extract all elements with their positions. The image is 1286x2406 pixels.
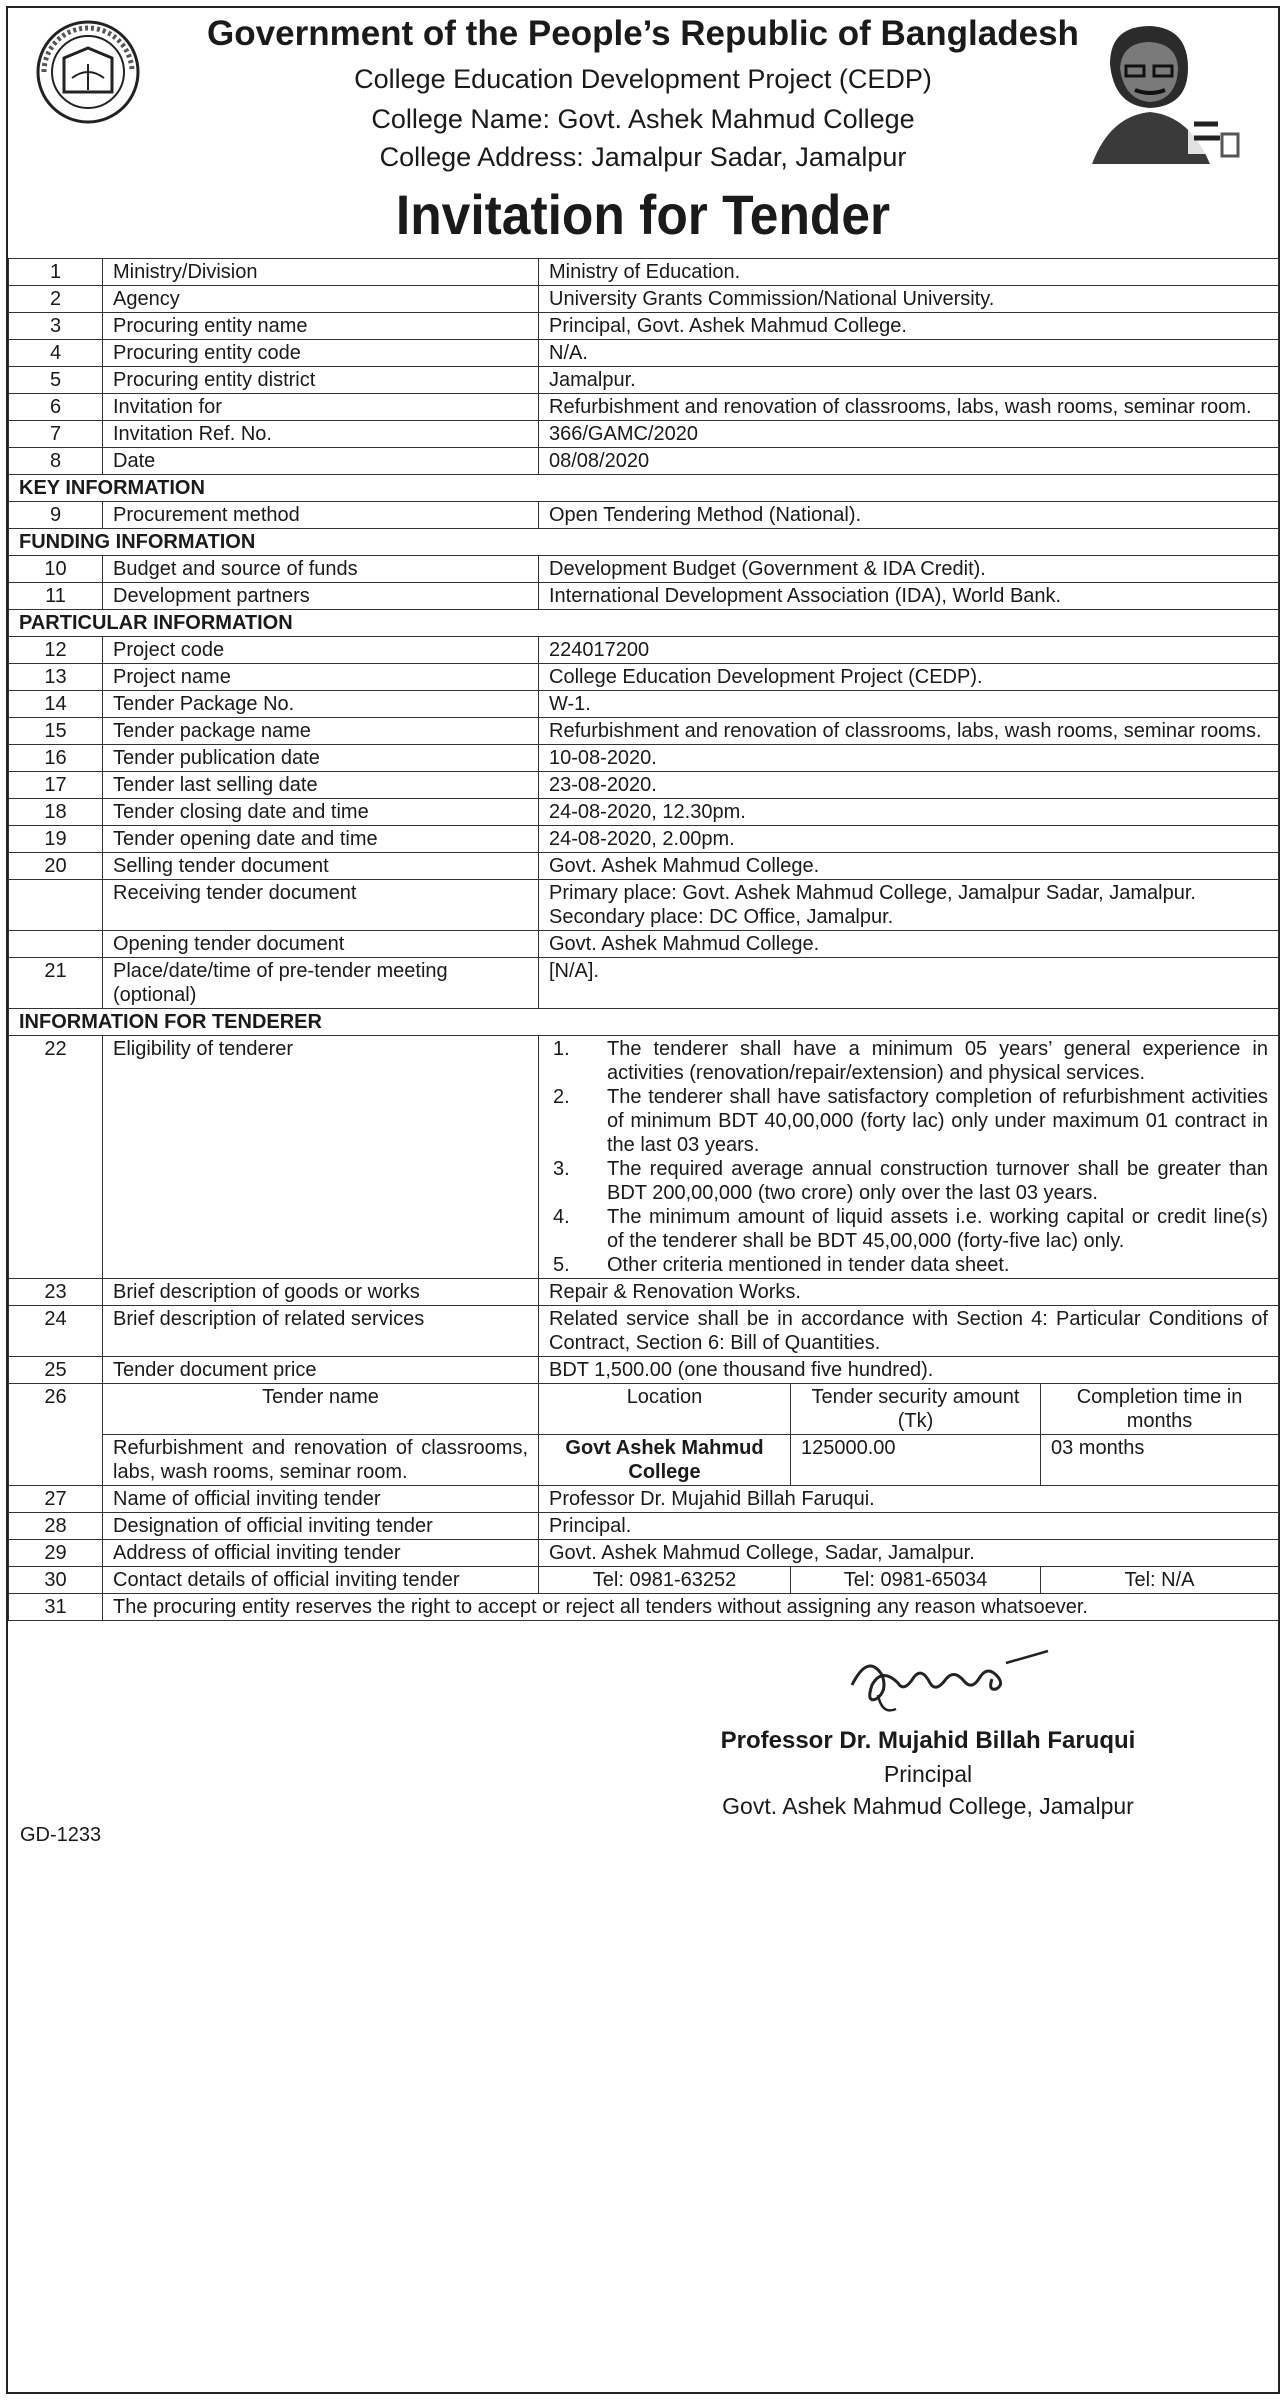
eligibility-criteria	[539, 1036, 1279, 1279]
row-value	[539, 394, 1279, 421]
gd-code: GD-1233	[20, 1824, 102, 1846]
row-label: Development partners	[103, 583, 539, 610]
row-label: Receiving tender document	[103, 880, 539, 931]
row-number	[9, 931, 103, 958]
row-value	[539, 772, 1279, 799]
row-label: Selling tender document	[103, 853, 539, 880]
project-line: College Education Development Project (CEDP)	[354, 64, 932, 94]
row-value	[539, 502, 1279, 529]
section-header-row	[9, 610, 1279, 637]
signatory-name: Professor Dr. Mujahid Billah Faruqui	[720, 1727, 1136, 1754]
row-label: Tender closing date and time	[103, 799, 539, 826]
signatory-designation: Principal	[883, 1761, 973, 1787]
row-value	[539, 958, 1279, 1009]
list-item-number: 4.	[553, 1206, 570, 1228]
row-value	[539, 1306, 1279, 1357]
row-number: 15	[9, 718, 103, 745]
row-number: 10	[9, 556, 103, 583]
row-value-text: Primary place: Govt. Ashek Mahmud College, Jamalpur Sadar, Jamalpur.	[549, 882, 1196, 904]
row-number: 11	[9, 583, 103, 610]
row-label: Tender document price	[103, 1357, 539, 1384]
table-row	[9, 1594, 1279, 1621]
contact-tel-3: Tel: N/A	[1041, 1567, 1279, 1594]
row-value	[539, 664, 1279, 691]
table-row	[9, 340, 1279, 367]
row-label: Brief description of goods or works	[103, 1279, 539, 1306]
table-row	[9, 853, 1279, 880]
signature-block	[8, 1621, 1278, 1851]
row-value	[539, 853, 1279, 880]
contact-tel-1: Tel: 0981-63252	[539, 1567, 791, 1594]
row-value	[539, 799, 1279, 826]
row-number: 27	[9, 1486, 103, 1513]
row-value-text: Professor Dr. Mujahid Billah Faruqui.	[549, 1488, 875, 1510]
list-item-number: 1.	[553, 1038, 570, 1060]
section-header-row	[9, 529, 1279, 556]
row-value	[539, 421, 1279, 448]
table-row	[9, 880, 1279, 931]
list-item-text: The required average annual construction turnover shall be greater than BDT 200,00,000 (two crore) only over the last 03 years.	[607, 1158, 1268, 1204]
list-item	[549, 1157, 1268, 1205]
row-number: 30	[9, 1567, 103, 1594]
row-number: 7	[9, 421, 103, 448]
row-value-text: 24-08-2020, 2.00pm.	[549, 828, 735, 850]
row-value	[539, 1486, 1279, 1513]
row-value	[539, 1540, 1279, 1567]
row-number: 2	[9, 286, 103, 313]
table-row	[9, 1540, 1279, 1567]
table-row	[9, 367, 1279, 394]
row-value-text: Govt. Ashek Mahmud College.	[549, 855, 820, 877]
row-value-text: 24-08-2020, 12.30pm.	[549, 801, 746, 823]
row-label: Tender last selling date	[103, 772, 539, 799]
table-row	[9, 394, 1279, 421]
row-number: 25	[9, 1357, 103, 1384]
row-value-text: BDT 1,500.00 (one thousand five hundred).	[549, 1359, 934, 1381]
location-header: Location	[539, 1384, 791, 1435]
row-number: 6	[9, 394, 103, 421]
row-value-text: Govt. Ashek Mahmud College, Sadar, Jamalpur.	[549, 1542, 975, 1564]
row-value-text: Principal.	[549, 1515, 632, 1537]
row-label: Tender package name	[103, 718, 539, 745]
table-row	[9, 1486, 1279, 1513]
list-item-number: 5.	[553, 1254, 570, 1276]
list-item	[549, 1037, 1268, 1085]
row-value-text: 10-08-2020.	[549, 747, 657, 769]
row-value-text: Jamalpur.	[549, 369, 636, 391]
row-value-text: Related service shall be in accordance with Section 4: Particular Conditions of Contract, Section 6: Bill of Quantities.	[549, 1308, 1268, 1354]
row-value	[539, 286, 1279, 313]
college-name: College Name: Govt. Ashek Mahmud College	[371, 104, 915, 134]
row-number: 20	[9, 853, 103, 880]
row-value	[539, 1513, 1279, 1540]
completion-cell: 03 months	[1041, 1435, 1279, 1486]
row-value	[539, 880, 1279, 931]
row-value	[539, 583, 1279, 610]
government-title: Government of the People’s Republic of Bangladesh	[207, 14, 1079, 53]
row-label: Project name	[103, 664, 539, 691]
row-value-text: Govt. Ashek Mahmud College.	[549, 933, 820, 955]
handwritten-signature-icon	[838, 1633, 1058, 1723]
section-title: KEY INFORMATION	[9, 475, 1279, 502]
security-header: Tender security amount (Tk)	[791, 1384, 1041, 1435]
tender-info-table	[8, 258, 1279, 1621]
row-label: Place/date/time of pre-tender meeting (optional)	[103, 958, 539, 1009]
row-value-text: University Grants Commission/National University.	[549, 288, 995, 310]
row-value	[539, 718, 1279, 745]
row-value-text: Principal, Govt. Ashek Mahmud College.	[549, 315, 907, 337]
row-label: Tender opening date and time	[103, 826, 539, 853]
row-number: 9	[9, 502, 103, 529]
row-number: 21	[9, 958, 103, 1009]
tender-table-header-row	[9, 1384, 1279, 1435]
list-item-text: Other criteria mentioned in tender data sheet.	[607, 1254, 1010, 1276]
table-row	[9, 421, 1279, 448]
header	[8, 8, 1278, 258]
row-value	[539, 448, 1279, 475]
row-value-text: 23-08-2020.	[549, 774, 657, 796]
row-label: Agency	[103, 286, 539, 313]
row-value	[539, 1279, 1279, 1306]
row-value-text: [N/A].	[549, 960, 600, 982]
table-row	[9, 1279, 1279, 1306]
row-value	[539, 691, 1279, 718]
row-value-text: College Education Development Project (CEDP).	[549, 666, 983, 688]
row-label: Opening tender document	[103, 931, 539, 958]
row-label: Procuring entity name	[103, 313, 539, 340]
row-number: 22	[9, 1036, 103, 1279]
row-value-text: Refurbishment and renovation of classrooms, labs, wash rooms, seminar room.	[549, 396, 1252, 418]
row-value	[539, 367, 1279, 394]
table-row	[9, 826, 1279, 853]
contact-tel-2: Tel: 0981-65034	[791, 1567, 1041, 1594]
row-label: Brief description of related services	[103, 1306, 539, 1357]
row-label: Invitation for	[103, 394, 539, 421]
row-label: Tender Package No.	[103, 691, 539, 718]
row-value	[539, 313, 1279, 340]
list-item	[549, 1085, 1268, 1157]
row-number: 3	[9, 313, 103, 340]
row-number: 4	[9, 340, 103, 367]
row-label: Ministry/Division	[103, 259, 539, 286]
section-title: PARTICULAR INFORMATION	[9, 610, 1279, 637]
row-number: 13	[9, 664, 103, 691]
mujib-100-portrait-icon	[1070, 16, 1260, 166]
completion-header: Completion time in months	[1041, 1384, 1279, 1435]
row-number: 29	[9, 1540, 103, 1567]
row-label: Procuring entity code	[103, 340, 539, 367]
row-label: Procuring entity district	[103, 367, 539, 394]
row-value	[539, 745, 1279, 772]
table-row	[9, 958, 1279, 1009]
row-number: 8	[9, 448, 103, 475]
tender-table-row	[9, 1435, 1279, 1486]
table-row	[9, 583, 1279, 610]
row-value-text: W-1.	[549, 693, 591, 715]
row-value-text: N/A.	[549, 342, 588, 364]
table-row	[9, 772, 1279, 799]
row-value-text: Ministry of Education.	[549, 261, 741, 283]
signatory-address: Govt. Ashek Mahmud College, Jamalpur	[722, 1793, 1134, 1819]
row-label: Eligibility of tenderer	[103, 1036, 539, 1279]
reserve-right-text: The procuring entity reserves the right to accept or reject all tenders without assigning any reason whatsoever.	[103, 1594, 1279, 1621]
row-label: Contact details of official inviting tender	[103, 1567, 539, 1594]
table-row	[9, 259, 1279, 286]
row-value	[539, 637, 1279, 664]
location-cell: Govt Ashek Mahmud College	[539, 1435, 791, 1486]
table-row	[9, 718, 1279, 745]
list-item-text: The tenderer shall have a minimum 05 years’ general experience in activities (renovation/repair/extension) and physical services.	[607, 1038, 1268, 1084]
row-label: Designation of official inviting tender	[103, 1513, 539, 1540]
list-item-text: The minimum amount of liquid assets i.e. working capital or credit line(s) of the tenderer shall be BDT 45,00,000 (forty-five lac) only.	[607, 1206, 1268, 1252]
tender-name-header: Tender name	[103, 1384, 539, 1435]
table-row	[9, 1357, 1279, 1384]
row-label: Tender publication date	[103, 745, 539, 772]
section-header-row	[9, 475, 1279, 502]
row-value-text: 224017200	[549, 639, 650, 661]
list-item	[549, 1205, 1268, 1253]
list-item-number: 3.	[553, 1158, 570, 1180]
row-number: 24	[9, 1306, 103, 1357]
row-label: Date	[103, 448, 539, 475]
row-number: 16	[9, 745, 103, 772]
section-header-row	[9, 1009, 1279, 1036]
section-title: FUNDING INFORMATION	[9, 529, 1279, 556]
row-value-text: International Development Association (IDA), World Bank.	[549, 585, 1062, 607]
invitation-title: Invitation for Tender	[395, 183, 891, 246]
table-row	[9, 637, 1279, 664]
row-value	[539, 826, 1279, 853]
row-number: 19	[9, 826, 103, 853]
table-row	[9, 556, 1279, 583]
list-item	[549, 1253, 1268, 1277]
security-cell: 125000.00	[791, 1435, 1041, 1486]
row-value-text: Repair & Renovation Works.	[549, 1281, 801, 1303]
section-title: INFORMATION FOR TENDERER	[9, 1009, 1279, 1036]
row-label: Procurement method	[103, 502, 539, 529]
row-value	[539, 340, 1279, 367]
college-address: College Address: Jamalpur Sadar, Jamalpur	[379, 142, 907, 172]
row-label: Name of official inviting tender	[103, 1486, 539, 1513]
table-row	[9, 448, 1279, 475]
row-value	[539, 931, 1279, 958]
table-row	[9, 502, 1279, 529]
row-number: 1	[9, 259, 103, 286]
row-value-text: Open Tendering Method (National).	[549, 504, 862, 526]
row-number: 28	[9, 1513, 103, 1540]
row-number	[9, 880, 103, 931]
row-number: 23	[9, 1279, 103, 1306]
row-value-text-secondary: Secondary place: DC Office, Jamalpur.	[549, 906, 894, 928]
table-row	[9, 1306, 1279, 1357]
table-row	[9, 1513, 1279, 1540]
row-number: 31	[9, 1594, 103, 1621]
row-value	[539, 259, 1279, 286]
row-value-text: 08/08/2020	[549, 450, 650, 472]
table-row	[9, 664, 1279, 691]
list-item-number: 2.	[553, 1086, 570, 1108]
row-value	[539, 556, 1279, 583]
table-row	[9, 745, 1279, 772]
table-row	[9, 799, 1279, 826]
table-row	[9, 1567, 1279, 1594]
table-row	[9, 691, 1279, 718]
tender-name-cell: Refurbishment and renovation of classrooms, labs, wash rooms, seminar room.	[103, 1435, 539, 1486]
row-number: 26	[9, 1384, 103, 1486]
row-number: 17	[9, 772, 103, 799]
row-label: Invitation Ref. No.	[103, 421, 539, 448]
row-number: 18	[9, 799, 103, 826]
list-item-text: The tenderer shall have satisfactory completion of refurbishment activities of minimum BDT 40,00,000 (forty lac) only under maximum 01 contract in the last 03 years.	[607, 1086, 1268, 1156]
row-value-text: Development Budget (Government & IDA Credit).	[549, 558, 986, 580]
row-label: Budget and source of funds	[103, 556, 539, 583]
row-number: 12	[9, 637, 103, 664]
row-value	[539, 1357, 1279, 1384]
row-number: 14	[9, 691, 103, 718]
row-value-text: 366/GAMC/2020	[549, 423, 698, 445]
table-row	[9, 1036, 1279, 1279]
table-row	[9, 931, 1279, 958]
row-number: 5	[9, 367, 103, 394]
row-value-text: Refurbishment and renovation of classrooms, labs, wash rooms, seminar rooms.	[549, 720, 1262, 742]
table-row	[9, 286, 1279, 313]
row-label: Address of official inviting tender	[103, 1540, 539, 1567]
tender-notice-page	[6, 6, 1280, 2394]
row-label: Project code	[103, 637, 539, 664]
table-row	[9, 313, 1279, 340]
